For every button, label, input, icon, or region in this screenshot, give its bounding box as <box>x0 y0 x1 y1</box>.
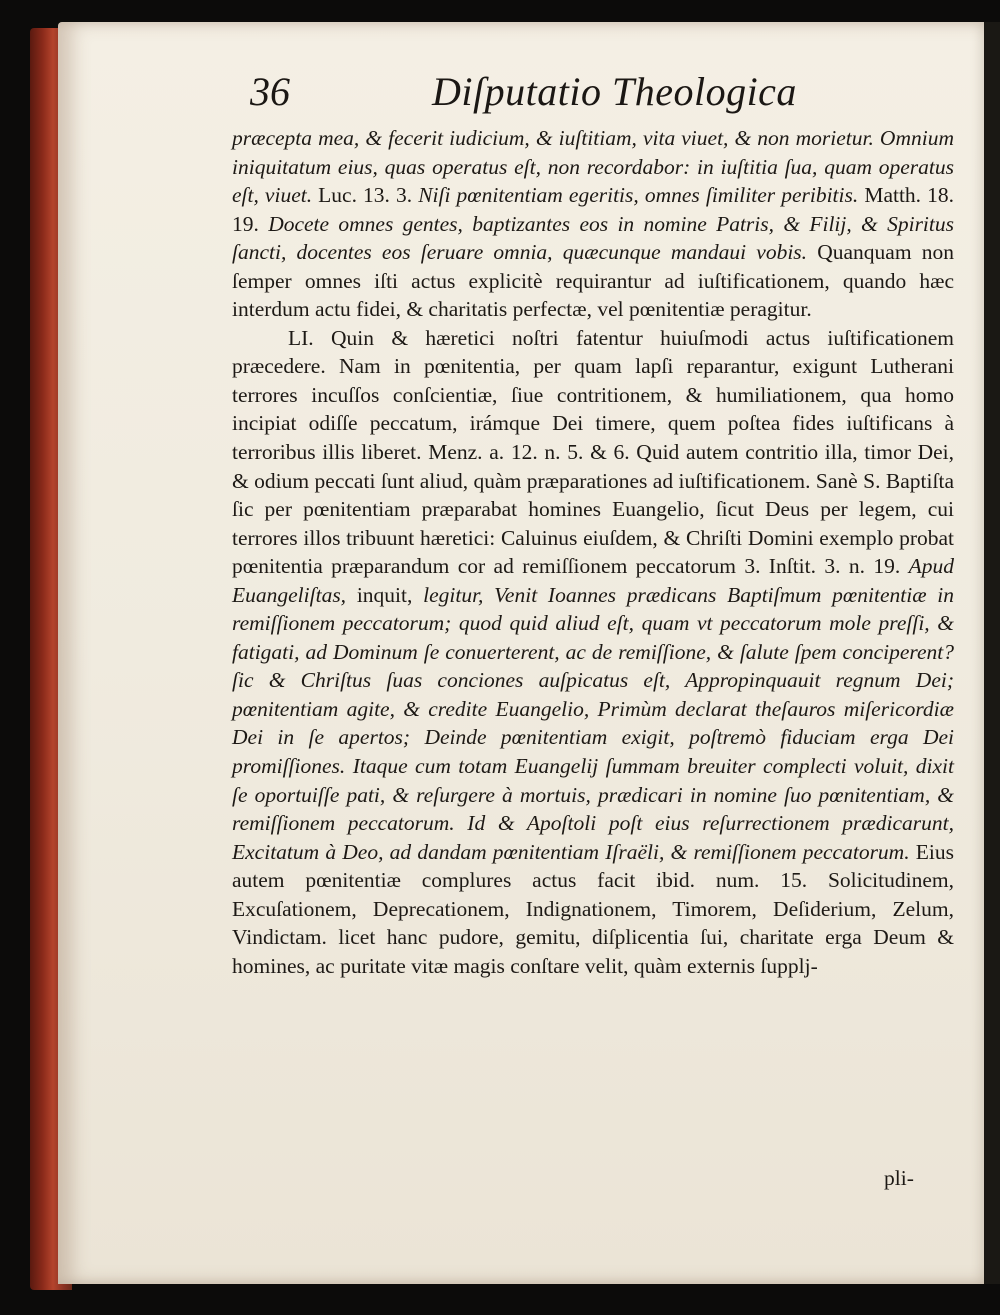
running-head <box>250 68 810 118</box>
body-sentence: Eius autem pœnitentiæ complures actus facit ibid. num. 15. Solicitudinem, Excuſationem, Deprecationem, Indignationem, Timorem, Deſiderium, Zelum, Vindictam. licet hanc pudore, gemitu, diſplicentia ſui, charitate erga Deum & homines, ac puritate vitæ magis conſtare velit, quàm externis ſupplj- <box>232 839 955 978</box>
scripture-quote: Docete omnes gentes, baptizantes eos in nomine Patris, & Filij, & Spiritus ſancti, docentes eos ſeruare omnia, quæcunque mandaui vobis. <box>232 211 954 265</box>
paragraph-continued <box>232 124 954 324</box>
scripture-quote: præcepta mea, & fecerit iudicium, & iuſtitiam, vita viuet, & non morietur. Omnium iniquitatum eius, quas operatus eſt, non recordabor: in iuſtitia ſua, quam operatus eſt, viuet. <box>232 126 954 208</box>
body-text <box>232 124 954 980</box>
page-number: 36 <box>250 69 290 114</box>
page-title: Diſputatio Theologica <box>432 69 797 114</box>
paragraph-LI <box>232 324 954 981</box>
quoted-phrase: Apud Euangeliſtas, <box>232 554 954 607</box>
page-right-shadow <box>984 22 1000 1284</box>
calvin-quote: legitur, Venit Ioannes prædicans Baptiſmum pœnitentiæ in remiſſionem peccatorum; quod quid aliud eſt, quam vt peccatorum mole preſſi, & fatigati, ad Dominum ſe conuerterent, ac de remiſſione, & ſalute ſpem conciperent? ſic & Chriſtus ſuas conciones auſpicatus eſt, Appropinquauit regnum Dei; pœnitentiam agite, & credite Euangelio, Primùm declarat theſauros miſericordiæ Dei in ſe apertos; Deinde pœnitentiam exigit, poſtremò fiduciam erga Dei promiſſiones. Itaque cum totam Euangelij ſummam breuiter complecti voluit, dixit ſe oportuiſſe pati, & reſurgere à mortuis, prædicari in nomine ſuo pœnitentiam, & remiſſionem peccatorum. Id & Apoſtoli poſt eius reſurrectionem prædicarunt, Excitatum à Deo, ad dandam pœnitentiam Iſraëli, & remiſſionem peccatorum. <box>232 582 955 864</box>
body-word: inquit, <box>356 582 413 607</box>
citation: Matth. 18. 19. <box>232 183 955 236</box>
citation: Luc. 13. 3. <box>318 183 413 208</box>
body-sentence: Quanquam non ſemper omnes iſti actus explicitè requirantur ad iuſtificationem, quando hæc interdum actu fidei, & charitatis perfectæ, vel pœnitentiæ peragitur. <box>232 240 955 322</box>
scripture-quote: Niſi pœnitentiam egeritis, omnes ſimiliter peribitis. <box>418 183 859 208</box>
catchword: pli- <box>884 1166 914 1190</box>
body-sentence: LI. Quin & hæretici noſtri fatentur huiuſmodi actus iuſtificationem præcedere. Nam in pœnitentia, per quam lapſi reparantur, exigunt Lutherani terrores incuſſos conſcientiæ, ſiue contritionem, & humiliationem, qua homo incipiat odiſſe peccatum, irámque Dei timere, quem poſtea fides iuſtificans à terroribus illis liberet. Menz. a. 12. n. 5. & 6. Quid autem contritio illa, timor Dei, & odium peccati ſunt aliud, quàm præparationes ad iuſtificationem. Sanè S. Baptiſta ſic per pœnitentiam præparabat homines Euangelio, ſicut Deus per legem, cui terrores illos tribuunt hæretici: Caluinus eiuſdem, & Chriſti Domini exemplo probat pœnitentia præparandum cor ad remiſſionem peccatorum 3. Inſtit. 3. n. 19. <box>232 325 954 579</box>
